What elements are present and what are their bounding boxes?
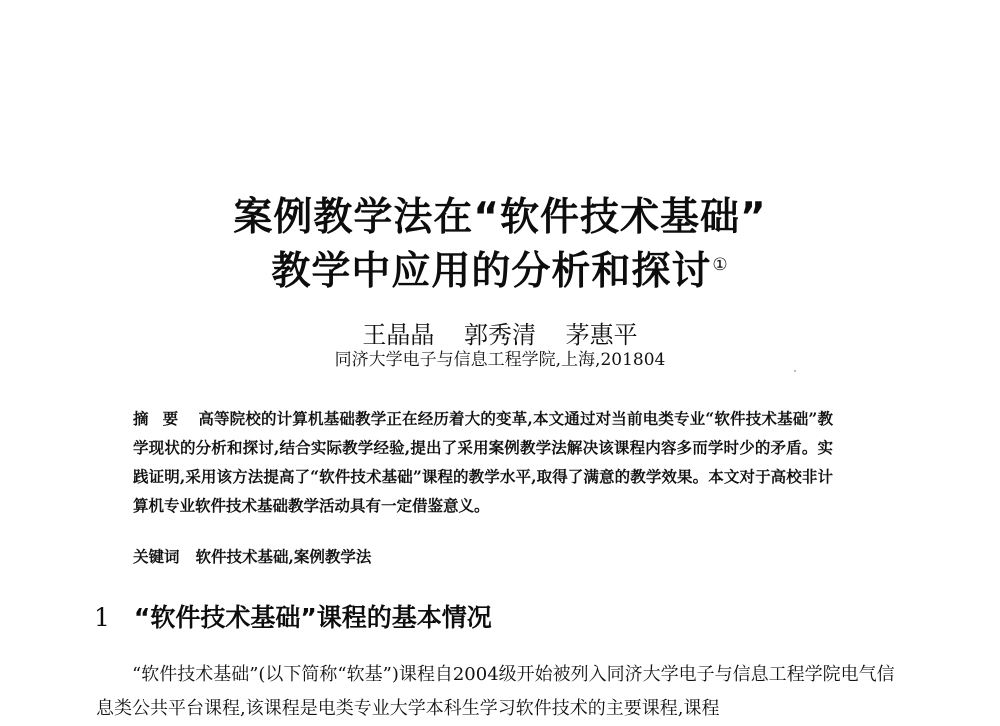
keywords-label: 关键词 — [133, 547, 180, 566]
scan-speck — [794, 370, 796, 372]
body-paragraph-1 — [96, 658, 906, 726]
paper-title-line-1 — [0, 186, 1000, 242]
keywords-text: 软件技术基础,案例教学法 — [195, 547, 372, 566]
keywords-block — [133, 545, 833, 567]
body-paragraph-text: “软件技术基础”(以下简称“软基”)课程自2004级开始被列入同济大学电子与信息工程学院电气信息类公共平台课程,该课程是电类专业大学本科生学习软件技术的主要课程,课程 — [96, 664, 895, 719]
section-title: “软件技术基础”课程的基本情况 — [133, 603, 492, 632]
author-list: 王晶晶 郭秀清 茅惠平 — [362, 321, 638, 349]
section-number: 1 — [94, 603, 110, 632]
abstract-block — [133, 404, 833, 520]
section-heading-1 — [94, 598, 492, 634]
paper-title-line-2 — [0, 240, 1000, 296]
title-text-line-1: 案例教学法在“软件技术基础” — [233, 195, 767, 240]
title-footnote-mark[interactable]: ① — [712, 255, 729, 275]
author-affiliation: 同济大学电子与信息工程学院,上海,201804 — [334, 350, 666, 370]
abstract-text: 高等院校的计算机基础教学正在经历着大的变革,本文通过对当前电类专业“软件技术基础”教学现状的分析和探讨,结合实际教学经验,提出了采用案例教学法解决该课程内容多而学时少的矛盾。实践证明,采用该方法提高了“软件技术基础”课程的教学水平,取得了满意的教学效果。本文对于高校非计算机专业软件技术基础教学活动具有一定借鉴意义。 — [133, 409, 833, 515]
abstract-label: 摘要 — [133, 409, 193, 428]
title-text-line-2: 教学中应用的分析和探讨 — [271, 249, 712, 294]
